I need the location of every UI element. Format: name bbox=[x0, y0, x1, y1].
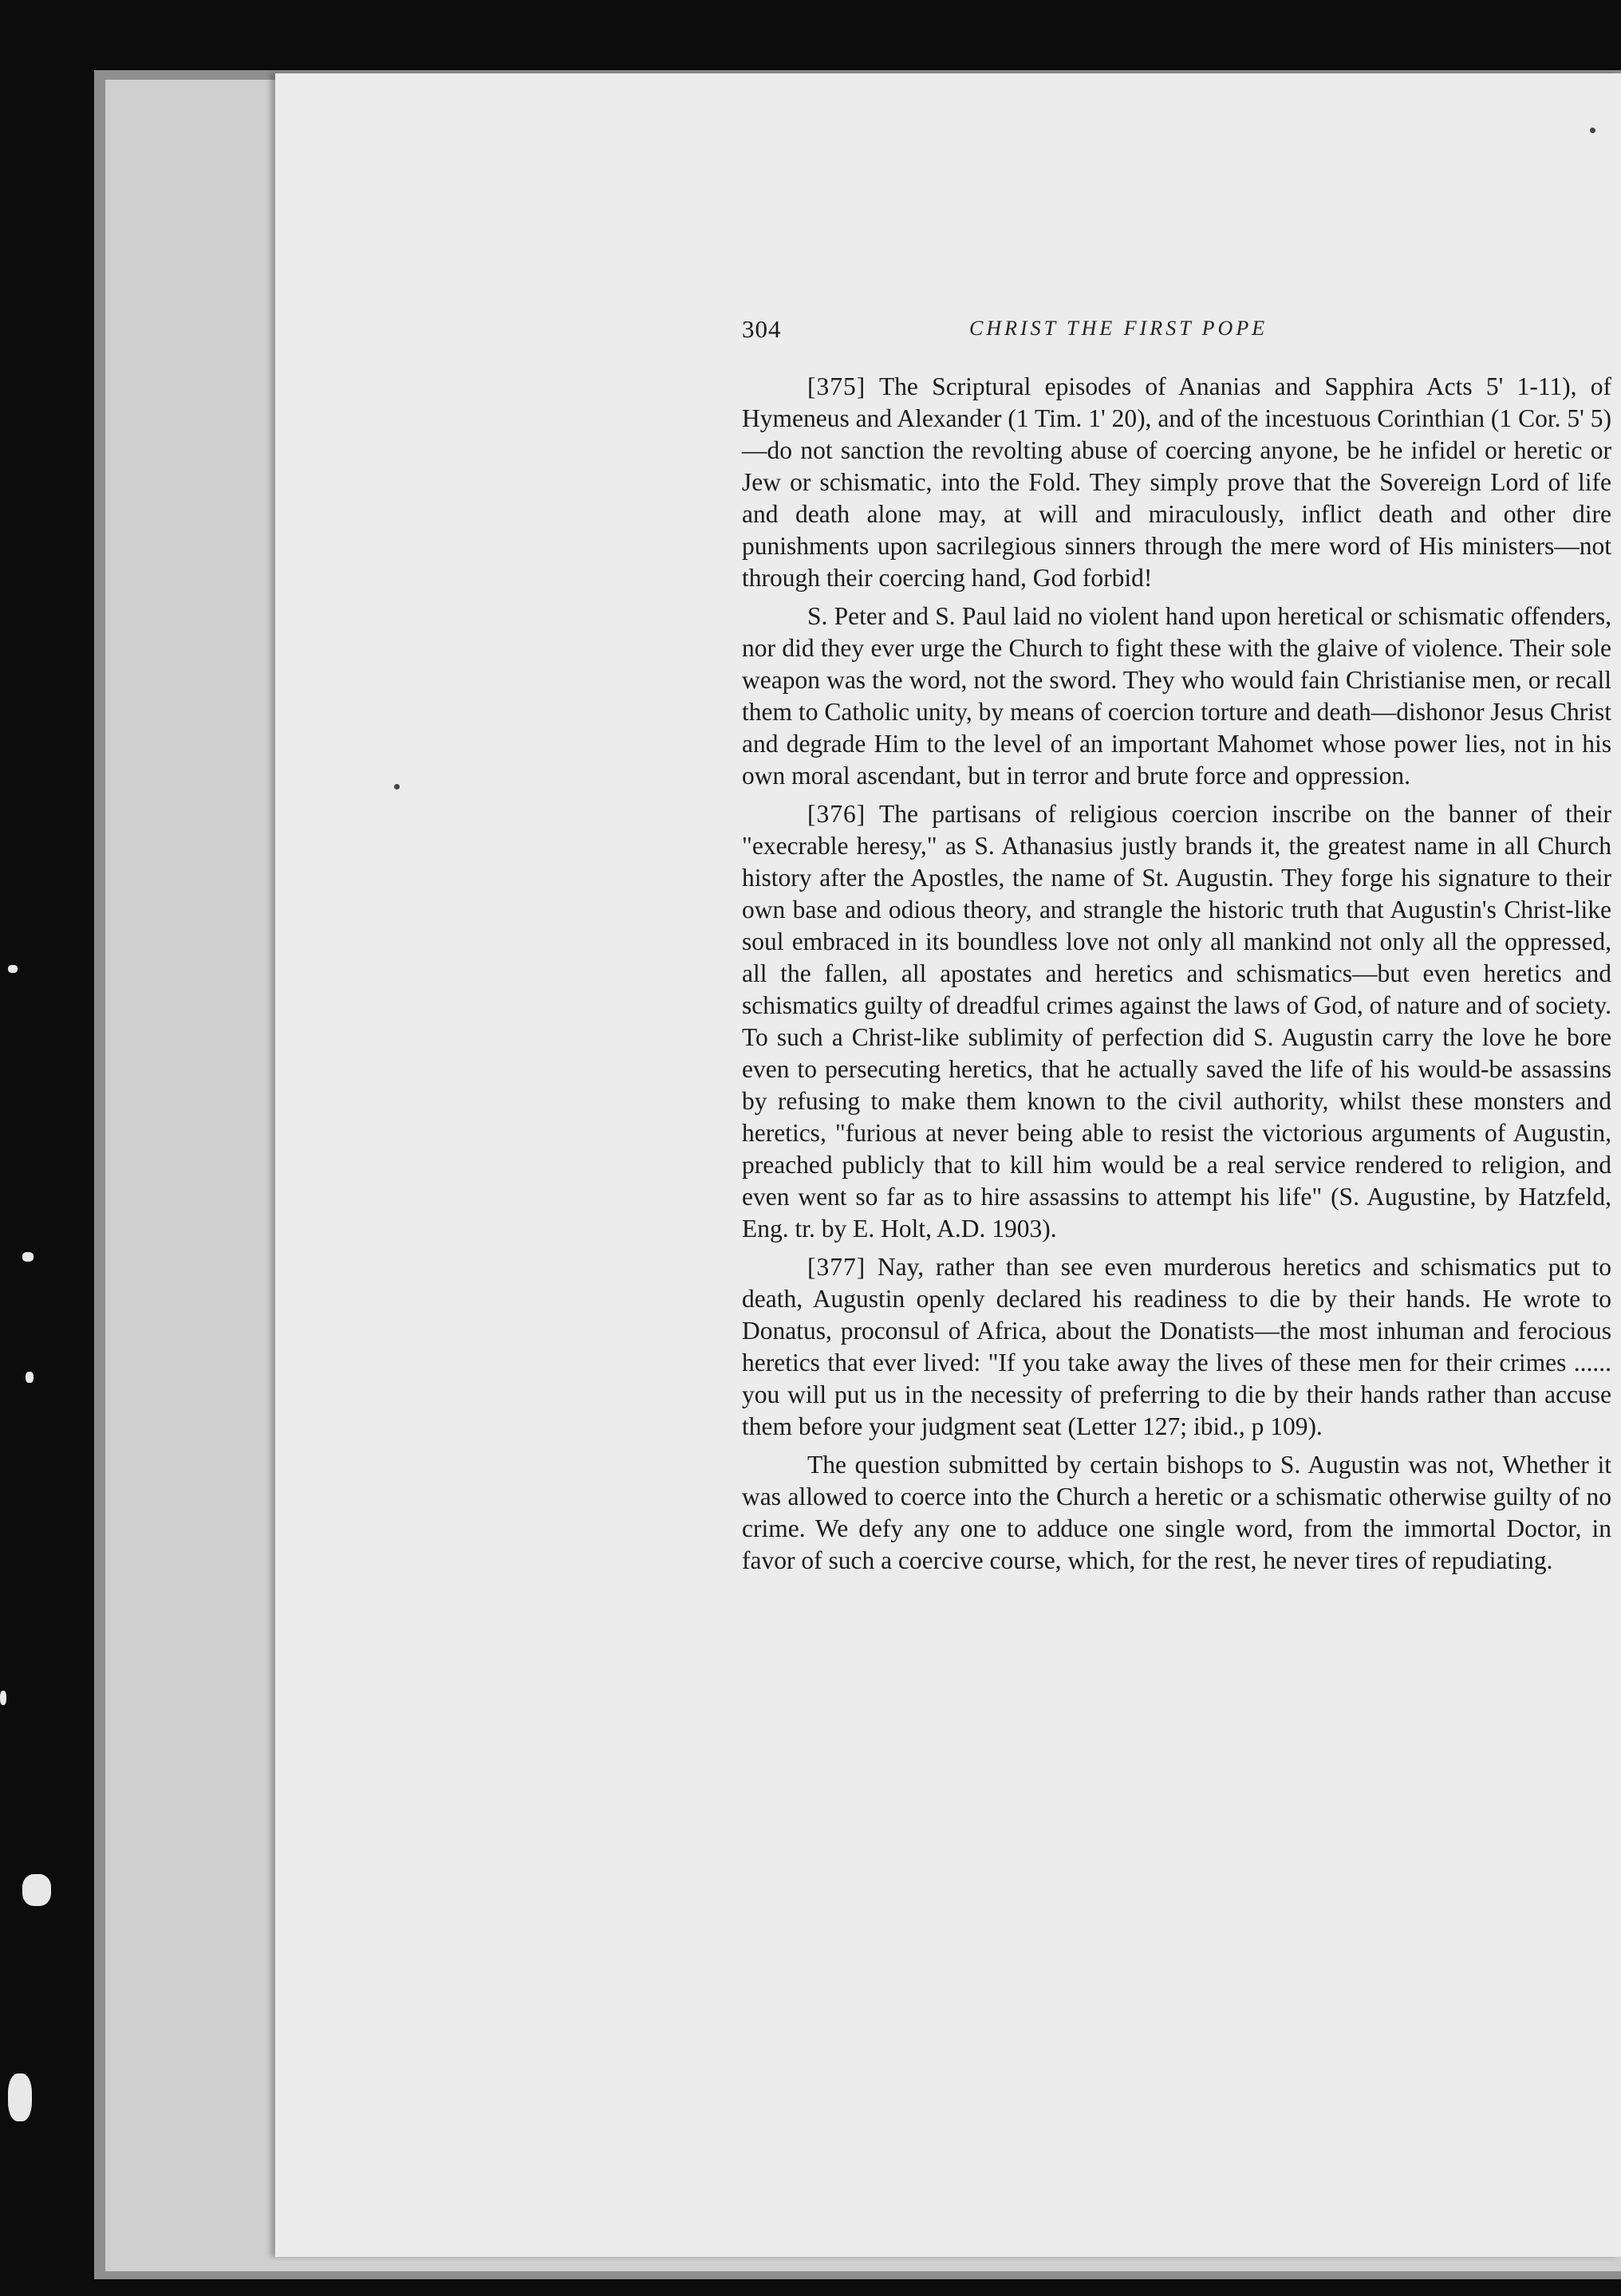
paragraph-text: The question submitted by certain bishops to S. Augustin was not, Whether it was allowed to coerce into the Church a heretic or a schismatic otherwise guilty of no crime. We defy any one to adduce one single word, from the immortal Doctor, in favor of such a coercive course, which, for the rest, he never tires of repudiating. bbox=[742, 1451, 1611, 1574]
paragraph-number: [377] bbox=[807, 1253, 866, 1281]
paragraph bbox=[742, 798, 1611, 1245]
page-header bbox=[742, 315, 1611, 347]
paragraph bbox=[742, 601, 1611, 792]
paragraph-text: Nay, rather than see even murderous heretics and schismatics put to death, Augustin openly declared his readiness to die by their hands. He wrote to Donatus, proconsul of Africa, about the Donatists—the most inhuman and ferocious heretics that ever lived: "If you take away the lives of these men for their crimes ...... you will put us in the necessity of preferring to die by their hands rather than accuse them before your judgment seat (Letter 127; ibid., p 109). bbox=[742, 1253, 1612, 1440]
scan-speck bbox=[0, 1691, 6, 1705]
paragraph-text: The partisans of religious coercion inscribe on the banner of their "execrable heresy," as S. Athanasius justly brands it, the greatest name in all Church history after the Apostles, the name of St. Augustin. They forge his signature to their own base and odious theory, and strangle the historic truth that Augustin's Christ-like soul embraced in its boundless love not only all mankind not only all the oppressed, all the fallen, all apostates and heretics and schismatics—but even heretics and schismatics guilty of dreadful crimes against the laws of God, of nature and of society. To such a Christ-like sublimity of perfection did S. Augustin carry the love he bore even to persecuting heretics, that he actually saved the life of his would-be assassins by refusing to make them known to the civil authority, whilst these monsters and heretics, "furious at never being able to resist the victorious arguments of Augustin, preached publicly that to kill him would be a real service rendered to religion, and even went so far as to hire assassins to attempt his life" (S. Augustine, by Hatzfeld, Eng. tr. by E. Holt, A.D. 1903). bbox=[742, 800, 1611, 1243]
scan-speck bbox=[22, 1874, 51, 1906]
page-number: 304 bbox=[742, 315, 782, 343]
paragraph bbox=[742, 371, 1611, 594]
paragraph-text: The Scriptural episodes of Ananias and Sapphira Acts 5' 1-11), of Hymeneus and Alexander (1 Tim. 1' 20), and of the incestuous Corinthian (1 Cor. 5' 5)—do not sanction the revolting abuse of coercing anyone, be he infidel or heretic or Jew or schismatic, into the Fold. They simply prove that the Sovereign Lord of life and death alone may, at will and miraculously, inflict death and other dire punishments upon sacrilegious sinners through the mere word of His ministers—not through their coercing hand, God forbid! bbox=[742, 372, 1611, 592]
paragraph-number: [376] bbox=[807, 800, 866, 828]
scan-speck bbox=[22, 1252, 34, 1262]
scan-speck bbox=[8, 965, 18, 973]
body-text bbox=[742, 371, 1611, 1583]
paragraph bbox=[742, 1449, 1611, 1577]
paragraph-number: [375] bbox=[807, 372, 866, 400]
paragraph-text: S. Peter and S. Paul laid no violent hand upon heretical or schismatic offenders, nor did they ever urge the Church to fight these with the glaive of violence. Their sole weapon was the word, not the sword. They who would fain Christianise men, or recall them to Catholic unity, by means of coercion torture and death—dishonor Jesus Christ and degrade Him to the level of an important Mahomet whose power lies, not in his own moral ascendant, but in terror and brute force and oppression. bbox=[742, 602, 1611, 790]
stray-dot bbox=[1590, 128, 1595, 133]
stray-dot bbox=[394, 784, 400, 790]
scan-speck bbox=[8, 2073, 32, 2121]
scan-speck bbox=[26, 1372, 34, 1383]
running-head: CHRIST THE FIRST POPE bbox=[969, 317, 1268, 340]
paragraph bbox=[742, 1251, 1611, 1443]
